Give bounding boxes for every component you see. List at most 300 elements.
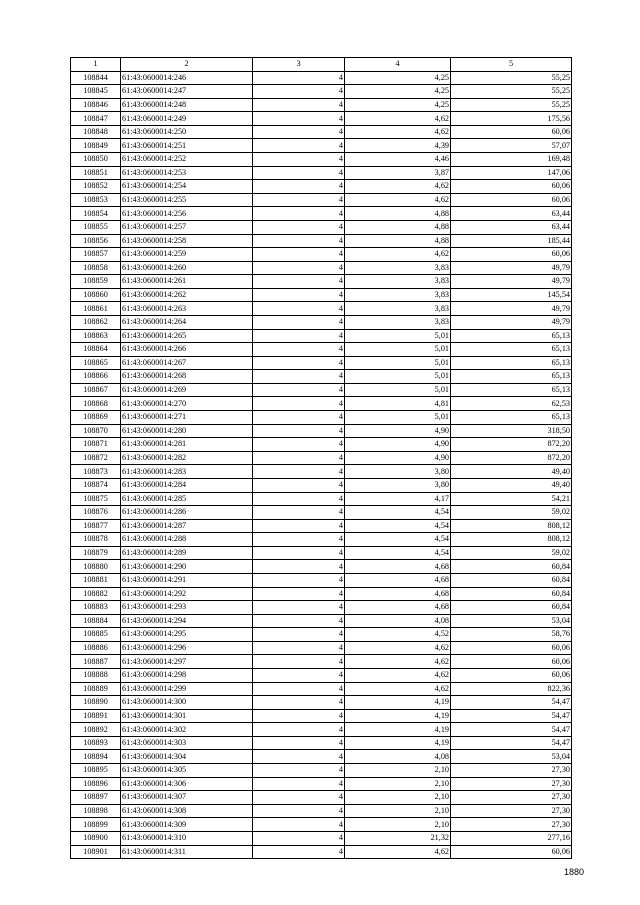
table-row: [71, 655, 572, 669]
col3-cell: 4: [253, 139, 345, 153]
cadastral-number-cell: 61:43:0600014:299: [121, 682, 253, 696]
table-row: [71, 601, 572, 615]
cadastral-number-cell: 61:43:0600014:252: [121, 153, 253, 167]
col4-cell: 4,62: [345, 641, 451, 655]
cadastral-number-cell: 61:43:0600014:294: [121, 614, 253, 628]
col3-cell: 4: [253, 356, 345, 370]
cadastral-number-cell: 61:43:0600014:247: [121, 85, 253, 99]
col3-cell: 4: [253, 370, 345, 384]
cadastral-number-cell: 61:43:0600014:297: [121, 655, 253, 669]
col3-cell: 4: [253, 750, 345, 764]
cadastral-number-cell: 61:43:0600014:298: [121, 669, 253, 683]
col3-cell: 4: [253, 193, 345, 207]
row-number-cell: 108898: [71, 804, 121, 818]
col3-cell: 4: [253, 519, 345, 533]
row-number-cell: 108881: [71, 573, 121, 587]
col4-cell: 4,90: [345, 451, 451, 465]
col5-cell: 822,36: [451, 682, 572, 696]
row-number-cell: 108873: [71, 465, 121, 479]
col4-cell: 3,87: [345, 166, 451, 180]
row-number-cell: 108901: [71, 845, 121, 859]
col5-cell: 60,06: [451, 248, 572, 262]
col4-cell: 3,80: [345, 478, 451, 492]
table-row: [71, 465, 572, 479]
col5-cell: 277,16: [451, 831, 572, 845]
col3-cell: 4: [253, 804, 345, 818]
table-row: [71, 343, 572, 357]
cadastral-number-cell: 61:43:0600014:259: [121, 248, 253, 262]
cadastral-number-cell: 61:43:0600014:303: [121, 736, 253, 750]
col4-cell: 5,01: [345, 329, 451, 343]
col4-cell: 4,46: [345, 153, 451, 167]
col5-cell: 49,79: [451, 315, 572, 329]
col5-cell: 53,04: [451, 614, 572, 628]
row-number-cell: 108887: [71, 655, 121, 669]
col5-cell: 60,84: [451, 587, 572, 601]
col3-cell: 4: [253, 261, 345, 275]
cadastral-number-cell: 61:43:0600014:267: [121, 356, 253, 370]
col5-cell: 49,40: [451, 478, 572, 492]
table-row: [71, 329, 572, 343]
row-number-cell: 108858: [71, 261, 121, 275]
table-row: [71, 288, 572, 302]
cadastral-number-cell: 61:43:0600014:261: [121, 275, 253, 289]
col3-cell: 4: [253, 845, 345, 859]
data-table: [70, 57, 572, 859]
col5-cell: 60,06: [451, 641, 572, 655]
col4-cell: 5,01: [345, 343, 451, 357]
cadastral-number-cell: 61:43:0600014:281: [121, 438, 253, 452]
table-row: [71, 234, 572, 248]
row-number-cell: 108869: [71, 411, 121, 425]
col5-cell: 49,79: [451, 302, 572, 316]
col3-cell: 4: [253, 818, 345, 832]
row-number-cell: 108889: [71, 682, 121, 696]
table-row: [71, 411, 572, 425]
col4-cell: 4,54: [345, 519, 451, 533]
col4-cell: 4,90: [345, 438, 451, 452]
col3-cell: 4: [253, 573, 345, 587]
col5-cell: 145,54: [451, 288, 572, 302]
table-row: [71, 764, 572, 778]
cadastral-number-cell: 61:43:0600014:256: [121, 207, 253, 221]
cadastral-number-cell: 61:43:0600014:269: [121, 383, 253, 397]
cadastral-number-cell: 61:43:0600014:307: [121, 791, 253, 805]
table-row: [71, 506, 572, 520]
table-row: [71, 220, 572, 234]
cadastral-number-cell: 61:43:0600014:254: [121, 180, 253, 194]
col5-cell: 60,84: [451, 560, 572, 574]
cadastral-number-cell: 61:43:0600014:264: [121, 315, 253, 329]
col5-cell: 60,06: [451, 180, 572, 194]
col5-cell: 49,40: [451, 465, 572, 479]
col3-cell: 4: [253, 411, 345, 425]
col4-cell: 4,17: [345, 492, 451, 506]
col5-cell: 54,47: [451, 709, 572, 723]
table-row: [71, 777, 572, 791]
cadastral-number-cell: 61:43:0600014:284: [121, 478, 253, 492]
col4-cell: 4,88: [345, 220, 451, 234]
row-number-cell: 108894: [71, 750, 121, 764]
col4-cell: 5,01: [345, 383, 451, 397]
col5-cell: 60,84: [451, 573, 572, 587]
row-number-cell: 108859: [71, 275, 121, 289]
col5-cell: 872,20: [451, 451, 572, 465]
table-row: [71, 397, 572, 411]
column-header-2: 2: [121, 58, 253, 72]
col4-cell: 4,62: [345, 180, 451, 194]
col3-cell: 4: [253, 560, 345, 574]
col4-cell: 4,62: [345, 655, 451, 669]
col5-cell: 65,13: [451, 329, 572, 343]
col3-cell: 4: [253, 112, 345, 126]
row-number-cell: 108866: [71, 370, 121, 384]
col3-cell: 4: [253, 492, 345, 506]
cadastral-number-cell: 61:43:0600014:251: [121, 139, 253, 153]
col5-cell: 318,50: [451, 424, 572, 438]
col5-cell: 65,13: [451, 356, 572, 370]
row-number-cell: 108845: [71, 85, 121, 99]
cadastral-number-cell: 61:43:0600014:286: [121, 506, 253, 520]
col5-cell: 49,79: [451, 275, 572, 289]
col3-cell: 4: [253, 207, 345, 221]
col5-cell: 147,06: [451, 166, 572, 180]
col3-cell: 4: [253, 478, 345, 492]
row-number-cell: 108899: [71, 818, 121, 832]
col4-cell: 2,10: [345, 791, 451, 805]
cadastral-number-cell: 61:43:0600014:296: [121, 641, 253, 655]
table-row: [71, 736, 572, 750]
row-number-cell: 108868: [71, 397, 121, 411]
row-number-cell: 108857: [71, 248, 121, 262]
col3-cell: 4: [253, 777, 345, 791]
col3-cell: 4: [253, 397, 345, 411]
row-number-cell: 108882: [71, 587, 121, 601]
row-number-cell: 108878: [71, 533, 121, 547]
row-number-cell: 108860: [71, 288, 121, 302]
cadastral-number-cell: 61:43:0600014:282: [121, 451, 253, 465]
row-number-cell: 108864: [71, 343, 121, 357]
col3-cell: 4: [253, 85, 345, 99]
row-number-cell: 108865: [71, 356, 121, 370]
col3-cell: 4: [253, 424, 345, 438]
col5-cell: 58,76: [451, 628, 572, 642]
table-row: [71, 112, 572, 126]
col4-cell: 5,01: [345, 370, 451, 384]
col3-cell: 4: [253, 764, 345, 778]
row-number-cell: 108867: [71, 383, 121, 397]
cadastral-number-cell: 61:43:0600014:255: [121, 193, 253, 207]
table-row: [71, 383, 572, 397]
col3-cell: 4: [253, 831, 345, 845]
cadastral-number-cell: 61:43:0600014:271: [121, 411, 253, 425]
col5-cell: 55,25: [451, 85, 572, 99]
cadastral-number-cell: 61:43:0600014:280: [121, 424, 253, 438]
table-row: [71, 139, 572, 153]
col5-cell: 49,79: [451, 261, 572, 275]
row-number-cell: 108885: [71, 628, 121, 642]
table-row: [71, 723, 572, 737]
row-number-cell: 108900: [71, 831, 121, 845]
col4-cell: 4,90: [345, 424, 451, 438]
cadastral-number-cell: 61:43:0600014:300: [121, 696, 253, 710]
table-row: [71, 125, 572, 139]
row-number-cell: 108884: [71, 614, 121, 628]
col4-cell: 2,10: [345, 804, 451, 818]
row-number-cell: 108879: [71, 546, 121, 560]
row-number-cell: 108874: [71, 478, 121, 492]
cadastral-number-cell: 61:43:0600014:309: [121, 818, 253, 832]
col4-cell: 4,08: [345, 750, 451, 764]
table-row: [71, 438, 572, 452]
row-number-cell: 108875: [71, 492, 121, 506]
row-number-cell: 108850: [71, 153, 121, 167]
col4-cell: 4,19: [345, 723, 451, 737]
cadastral-number-cell: 61:43:0600014:253: [121, 166, 253, 180]
table-row: [71, 207, 572, 221]
table-row: [71, 696, 572, 710]
col3-cell: 4: [253, 614, 345, 628]
col4-cell: 4,54: [345, 506, 451, 520]
cadastral-number-cell: 61:43:0600014:302: [121, 723, 253, 737]
col5-cell: 27,30: [451, 777, 572, 791]
col4-cell: 4,68: [345, 587, 451, 601]
row-number-cell: 108893: [71, 736, 121, 750]
cadastral-number-cell: 61:43:0600014:268: [121, 370, 253, 384]
col3-cell: 4: [253, 383, 345, 397]
cadastral-number-cell: 61:43:0600014:290: [121, 560, 253, 574]
table-row: [71, 845, 572, 859]
col4-cell: 4,39: [345, 139, 451, 153]
col5-cell: 185,44: [451, 234, 572, 248]
col3-cell: 4: [253, 180, 345, 194]
col4-cell: 4,62: [345, 669, 451, 683]
col5-cell: 175,56: [451, 112, 572, 126]
col4-cell: 4,08: [345, 614, 451, 628]
table-row: [71, 614, 572, 628]
row-number-cell: 108856: [71, 234, 121, 248]
col5-cell: 63,44: [451, 207, 572, 221]
col4-cell: 4,88: [345, 234, 451, 248]
col4-cell: 3,83: [345, 275, 451, 289]
row-number-cell: 108880: [71, 560, 121, 574]
col5-cell: 60,06: [451, 193, 572, 207]
col3-cell: 4: [253, 166, 345, 180]
col4-cell: 4,54: [345, 546, 451, 560]
cadastral-number-cell: 61:43:0600014:293: [121, 601, 253, 615]
table-row: [71, 709, 572, 723]
col5-cell: 59,02: [451, 546, 572, 560]
row-number-cell: 108876: [71, 506, 121, 520]
cadastral-number-cell: 61:43:0600014:285: [121, 492, 253, 506]
col5-cell: 27,30: [451, 791, 572, 805]
col4-cell: 4,62: [345, 845, 451, 859]
table-row: [71, 533, 572, 547]
row-number-cell: 108897: [71, 791, 121, 805]
col3-cell: 4: [253, 153, 345, 167]
col4-cell: 5,01: [345, 356, 451, 370]
table-row: [71, 424, 572, 438]
table-row: [71, 193, 572, 207]
col4-cell: 4,62: [345, 125, 451, 139]
col4-cell: 4,62: [345, 682, 451, 696]
row-number-cell: 108861: [71, 302, 121, 316]
col3-cell: 4: [253, 343, 345, 357]
column-header-1: 1: [71, 58, 121, 72]
col5-cell: 60,84: [451, 601, 572, 615]
col5-cell: 65,13: [451, 383, 572, 397]
cadastral-number-cell: 61:43:0600014:310: [121, 831, 253, 845]
table-row: [71, 573, 572, 587]
cadastral-number-cell: 61:43:0600014:289: [121, 546, 253, 560]
table-row: [71, 804, 572, 818]
col5-cell: 54,47: [451, 696, 572, 710]
col5-cell: 27,30: [451, 804, 572, 818]
cadastral-number-cell: 61:43:0600014:311: [121, 845, 253, 859]
table-row: [71, 98, 572, 112]
table-row: [71, 791, 572, 805]
cadastral-number-cell: 61:43:0600014:301: [121, 709, 253, 723]
col5-cell: 65,13: [451, 411, 572, 425]
table-row: [71, 669, 572, 683]
table-row: [71, 166, 572, 180]
row-number-cell: 108851: [71, 166, 121, 180]
cadastral-number-cell: 61:43:0600014:288: [121, 533, 253, 547]
col5-cell: 63,44: [451, 220, 572, 234]
table-row: [71, 451, 572, 465]
cadastral-number-cell: 61:43:0600014:263: [121, 302, 253, 316]
col3-cell: 4: [253, 451, 345, 465]
col4-cell: 4,62: [345, 193, 451, 207]
col3-cell: 4: [253, 71, 345, 85]
col5-cell: 65,13: [451, 343, 572, 357]
col3-cell: 4: [253, 628, 345, 642]
row-number-cell: 108849: [71, 139, 121, 153]
cadastral-number-cell: 61:43:0600014:258: [121, 234, 253, 248]
col4-cell: 4,25: [345, 71, 451, 85]
col5-cell: 27,30: [451, 764, 572, 778]
row-number-cell: 108890: [71, 696, 121, 710]
col3-cell: 4: [253, 696, 345, 710]
cadastral-number-cell: 61:43:0600014:246: [121, 71, 253, 85]
table-row: [71, 248, 572, 262]
col4-cell: 3,83: [345, 261, 451, 275]
col3-cell: 4: [253, 288, 345, 302]
col4-cell: 4,25: [345, 98, 451, 112]
col4-cell: 2,10: [345, 764, 451, 778]
col4-cell: 4,25: [345, 85, 451, 99]
col4-cell: 4,19: [345, 709, 451, 723]
cadastral-number-cell: 61:43:0600014:265: [121, 329, 253, 343]
col4-cell: 2,10: [345, 818, 451, 832]
cadastral-number-cell: 61:43:0600014:248: [121, 98, 253, 112]
col3-cell: 4: [253, 601, 345, 615]
row-number-cell: 108852: [71, 180, 121, 194]
cadastral-number-cell: 61:43:0600014:266: [121, 343, 253, 357]
col5-cell: 60,06: [451, 845, 572, 859]
column-header-3: 3: [253, 58, 345, 72]
cadastral-number-cell: 61:43:0600014:257: [121, 220, 253, 234]
row-number-cell: 108871: [71, 438, 121, 452]
cadastral-number-cell: 61:43:0600014:262: [121, 288, 253, 302]
col3-cell: 4: [253, 438, 345, 452]
col3-cell: 4: [253, 655, 345, 669]
col4-cell: 4,62: [345, 248, 451, 262]
table-row: [71, 85, 572, 99]
table-row: [71, 302, 572, 316]
cadastral-number-cell: 61:43:0600014:250: [121, 125, 253, 139]
col3-cell: 4: [253, 587, 345, 601]
col3-cell: 4: [253, 736, 345, 750]
row-number-cell: 108883: [71, 601, 121, 615]
col5-cell: 60,06: [451, 125, 572, 139]
row-number-cell: 108863: [71, 329, 121, 343]
col3-cell: 4: [253, 248, 345, 262]
cadastral-number-cell: 61:43:0600014:287: [121, 519, 253, 533]
row-number-cell: 108895: [71, 764, 121, 778]
col5-cell: 54,47: [451, 723, 572, 737]
col5-cell: 872,20: [451, 438, 572, 452]
cadastral-number-cell: 61:43:0600014:305: [121, 764, 253, 778]
col3-cell: 4: [253, 315, 345, 329]
col3-cell: 4: [253, 506, 345, 520]
col5-cell: 59,02: [451, 506, 572, 520]
table-row: [71, 682, 572, 696]
col5-cell: 57,07: [451, 139, 572, 153]
cadastral-number-cell: 61:43:0600014:295: [121, 628, 253, 642]
col3-cell: 4: [253, 682, 345, 696]
col4-cell: 2,10: [345, 777, 451, 791]
col3-cell: 4: [253, 275, 345, 289]
col3-cell: 4: [253, 329, 345, 343]
col4-cell: 4,54: [345, 533, 451, 547]
row-number-cell: 108886: [71, 641, 121, 655]
col3-cell: 4: [253, 302, 345, 316]
col3-cell: 4: [253, 220, 345, 234]
col3-cell: 4: [253, 465, 345, 479]
table-row: [71, 356, 572, 370]
col5-cell: 808,12: [451, 533, 572, 547]
col4-cell: 3,80: [345, 465, 451, 479]
row-number-cell: 108844: [71, 71, 121, 85]
table-row: [71, 546, 572, 560]
col3-cell: 4: [253, 125, 345, 139]
col3-cell: 4: [253, 669, 345, 683]
header-row: [71, 58, 572, 72]
col5-cell: 62,53: [451, 397, 572, 411]
col5-cell: 27,30: [451, 818, 572, 832]
col3-cell: 4: [253, 709, 345, 723]
table-row: [71, 750, 572, 764]
col5-cell: 55,25: [451, 71, 572, 85]
table-row: [71, 275, 572, 289]
row-number-cell: 108847: [71, 112, 121, 126]
cadastral-number-cell: 61:43:0600014:291: [121, 573, 253, 587]
col4-cell: 3,83: [345, 302, 451, 316]
table-row: [71, 370, 572, 384]
col4-cell: 21,32: [345, 831, 451, 845]
table-row: [71, 818, 572, 832]
table-body: [71, 71, 572, 859]
table-row: [71, 492, 572, 506]
row-number-cell: 108888: [71, 669, 121, 683]
table-row: [71, 587, 572, 601]
cadastral-number-cell: 61:43:0600014:249: [121, 112, 253, 126]
row-number-cell: 108891: [71, 709, 121, 723]
col4-cell: 5,01: [345, 411, 451, 425]
col5-cell: 169,48: [451, 153, 572, 167]
col4-cell: 4,68: [345, 601, 451, 615]
